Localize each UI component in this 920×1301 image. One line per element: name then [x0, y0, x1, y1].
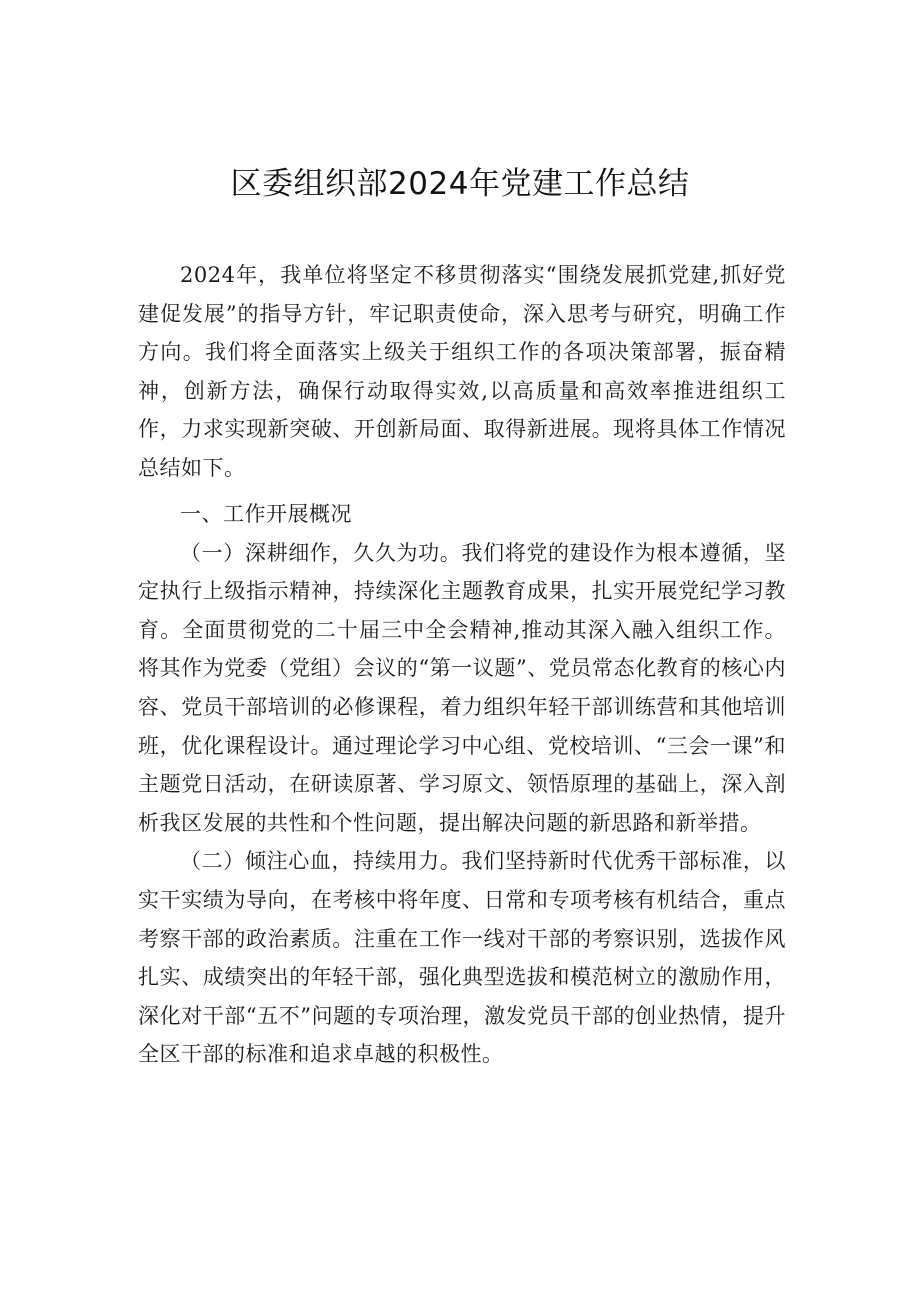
- subsection-paragraph-1: [138, 534, 786, 843]
- subsection-title-1: （一）深耕细作，久久为功。: [180, 540, 462, 565]
- subsection-paragraph-2: [138, 842, 786, 1074]
- subsection-title-2: （二）倾注心血，持续用力。: [180, 849, 462, 874]
- subsection-body-1: 我们将党的建设作为根本遵循，坚定执行上级指示精神，持续深化主题教育成果，扎实开展党纪学习教育。全面贯彻党的二十届三中全会精神,推动其深入融入组织工作。将其作为党委（党组）会议的“第一议题”、党员常态化教育的核心内容、党员干部培训的必修课程，着力组织年轻干部训练营和其他培训班，优化课程设计。通过理论学习中心组、党校培训、“三会一课”和主题党日活动，在研读原著、学习原文、领悟原理的基础上，深入剖析我区发展的共性和个性问题，提出解决问题的新思路和新举措。: [138, 540, 787, 835]
- document-body: [138, 256, 786, 1074]
- section-heading: 一、工作开展概况: [180, 501, 352, 526]
- document-title: 区委组织部2024年党建工作总结: [230, 166, 690, 202]
- intro-paragraph: 2024年，我单位将坚定不移贯彻落实“围绕发展抓党建,抓好党建促发展”的指导方针，牢记职责使命，深入思考与研究，明确工作方向。我们将全面落实上级关于组织工作的各项决策部署，振奋精神，创新方法，确保行动取得实效,以高质量和高效率推进组织工作，力求实现新突破、开创新局面、取得新进展。现将具体工作情况总结如下。: [138, 263, 786, 480]
- subsection-body-2: 我们坚持新时代优秀干部标准，以实干实绩为导向，在考核中将年度、日常和专项考核有机结合，重点考察干部的政治素质。注重在工作一线对干部的考察识别，选拔作风扎实、成绩突出的年轻干部，强化典型选拔和模范树立的激励作用，深化对干部“五不”问题的专项治理，激发党员干部的创业热情，提升全区干部的标准和追求卓越的积极性。: [138, 849, 787, 1067]
